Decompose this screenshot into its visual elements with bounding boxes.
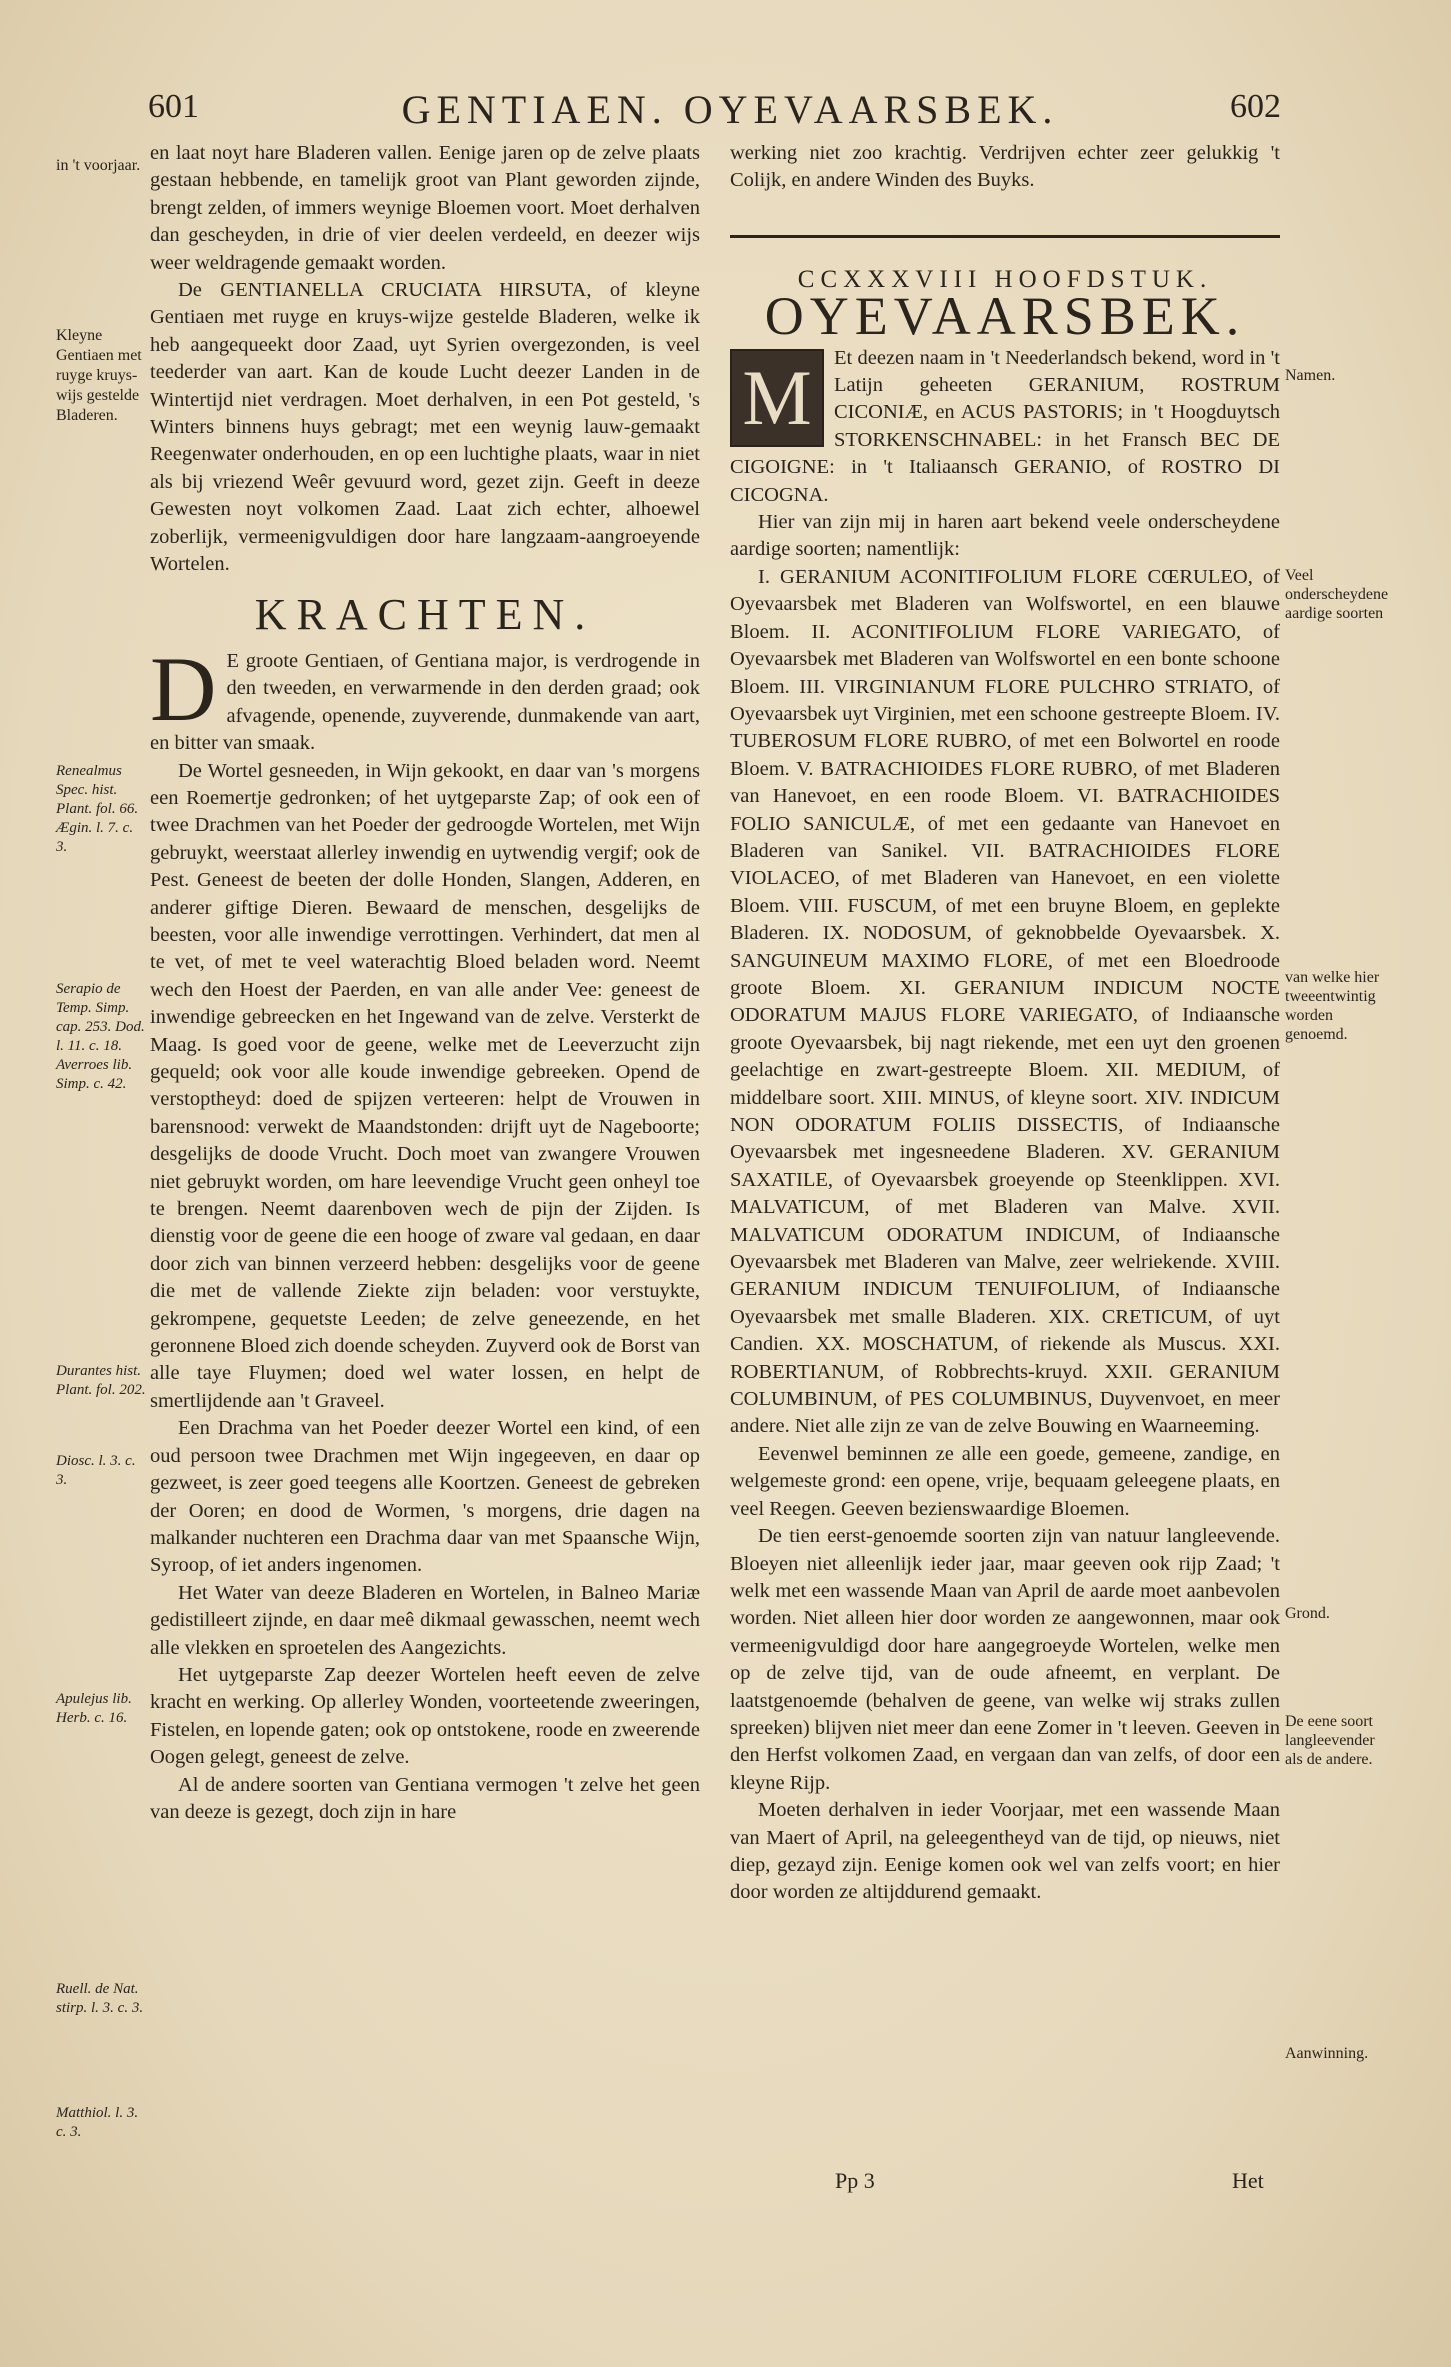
margin-note: Grond.: [1285, 1605, 1330, 1622]
right-column: [730, 140, 1280, 1907]
paragraph: Het uytgeparste Zap deezer Wortelen heeft eeven de zelve kracht en werking. Op allerley Wonden, voorteetende zweeringen, Fistelen, en lopende gaten; ook op ontstokene, roode en zweerende Oogen gelegt, geneest de zelve.: [150, 1663, 700, 1769]
paragraph: D E groote Gentiaen, of Gentiana major, is verdrogende in den tweeden, en verwarmende in den derden graad; ook afvagende, openende, zuyverende, dunmakende van aart, en bitter van smaak.: [150, 637, 700, 755]
paragraph: werking niet zoo krachtig. Verdrijven echter zeer gelukkig 't Colijk, en andere Winden des Buyks.: [730, 142, 1280, 192]
paragraph: Al de andere soorten van Gentiana vermogen 't zelve het geen van deeze is gezegt, doch zijn in hare: [150, 1773, 700, 1823]
catchword: Het: [1232, 2168, 1264, 2193]
page-number-right: 602: [1230, 88, 1281, 125]
left-column: [150, 140, 700, 1826]
running-header: [0, 88, 1451, 148]
margin-note: van welke hier tweeentwintig worden genoemd.: [1285, 969, 1380, 1043]
paragraph: I. GERANIUM ACONITIFOLIUM FLORE CŒRULEO, of Oyevaarsbek met Bladeren van Wolfswortel, en een blauwe Bloem. II. ACONITIFOLIUM FLORE VARIEGATO, of Oyevaarsbek met Bladeren van Wolfswortel en een bonte schoone Bloem. III. VIRGINIANUM FLORE PULCHRO STRIATO, of Oyevaarsbek uyt Virginien, met een schoone gestreepte Bloem. IV. TUBEROSUM FLORE RUBRO, of met een Bolwortel en roode Bloem. V. BATRACHIOIDES FLORE RUBRO, of met Bladeren van Hanevoet, en een roode Bloem. VI. BATRACHIOIDES FOLIO SANICULÆ, of met een gedaante van Hanevoet en Bladeren van Sanikel. VII. BATRACHIOIDES FLORE VIOLACEO, of met Bladeren van Hanevoet, en een violette Bloem. VIII. FUSCUM, of met een bruyne Bloem, en geplekte Bladeren. IX. NODOSUM, of geknobbelde Oyevaarsbek. X. SANGUINEUM MAXIMO FLORE, of met een Bloedroode groote Bloem. XI. GERANIUM INDICUM NOCTE ODORATUM MAJUS FLORE VARIEGATO, of Indiaansche groote Oyevaarsbek, bij nagt riekende, met een uyt den groenen geelachtige en zwart-gestreepte Bloem. XII. MEDIUM, of middelbare soort. XIII. MINUS, of kleyne soort. XIV. INDICUM NON ODORATUM FOLIIS DISSECTIS, of Indiaansche Oyevaarsbek met ingesneedene Bladeren. XV. GERANIUM SAXATILE, of Oyevaarsbek groeyende op Steenklippen. XVI. MALVATICUM, of met Bladeren van Malve. XVII. MALVATICUM ODORATUM INDICUM, of Indiaansche Oyevaarsbek met Bladeren van Malve, zeer welriekende. XVIII. GERANIUM INDICUM TENUIFOLIUM, of Indiaansche Oyevaarsbek met smalle Bladeren. XIX. CRETICUM, of uyt Candien. XX. MOSCHATUM, of riekende als Muscus. XXI. ROBERTIANUM, of Robbrechts-kruyd. XXII. GERANIUM COLUMBINUM, of PES COLUMBINUS, Duyvenvoet, en meer andere. Niet alle zijn ze van de zelve Bouwing en Waarneeming.: [730, 565, 1280, 1438]
chapter-title: OYEVAARSBEK.: [764, 286, 1246, 347]
paragraph: Hier van zijn mij in haren aart bekend veele onderscheydene aardige soorten; namentlijk:: [730, 511, 1280, 561]
margin-citation: Apulejus lib. Herb. c. 16.: [56, 1691, 132, 1726]
chapter-number: CCXXXVIII HOOFDSTUK.: [797, 265, 1213, 293]
signature-mark: Pp 3: [835, 2168, 875, 2193]
paragraph: Eevenwel beminnen ze alle een goede, gemeene, zandige, en welgemeste grond: een opene, vrije, bequaam geleegene plaats, en veel Reegen. Geeven bezienswaardige Bloemen.: [730, 1442, 1280, 1520]
running-title: GENTIAEN. OYEVAARSBEK.: [401, 87, 1059, 132]
margin-note: Kleyne Gentiaen met ruyge kruys-wijs gestelde Bladeren.: [56, 327, 142, 424]
margin-citation: Serapio de Temp. Simp. cap. 253. Dod. l. 11. c. 18. Averroes lib. Simp. c. 42.: [56, 981, 145, 1092]
drop-cap: D: [150, 637, 217, 740]
margin-citation: Durantes hist. Plant. fol. 202.: [56, 1363, 146, 1398]
paragraph: Moeten derhalven in ieder Voorjaar, met een wassende Maan van Maert of April, na geleegentheyd van de tijd, op nieuws, niet diep, gezayd zijn. Eenige komen ook wel van zelfs voort; en hier door worden ze altijddurend gemaakt.: [730, 1799, 1280, 1904]
paragraph: Een Drachma van het Poeder deezer Wortel een kind, of een oud persoon twee Drachmen met Wijn ingegeeven, en daar op gezweet, is zeer goed teegens alle Koortzen. Geneest de gebreken der Ooren; en dood de Wormen, 's morgens, drie dagen na malkander nuchteren een Drachma daar van met Spaansche Wijn, Syroop, of iet anders ingenomen.: [150, 1417, 700, 1577]
paragraph: en laat noyt hare Bladeren vallen. Eenige jaren op de zelve plaats gestaan hebbende, en tamelijk groot van Plant geworden zijnde, brengt zelden, of immers weynige Bloemen voort. Moet derhalven dan gescheyden, in drie of vier deelen verdeeld, en deezer wijs weer weldragende gemaakt worden.: [150, 142, 700, 274]
margin-citation: Ruell. de Nat. stirp. l. 3. c. 3.: [56, 1981, 144, 2016]
paragraph: De tien eerst-genoemde soorten zijn van natuur langleevende. Bloeyen niet alleenlijk ieder jaar, maar geeven ook rijp Zaad; 't welk met een wassende Maan van April de aarde moet aanbevolen worden. Niet alleen hier door worden ze aangewonnen, maar ook vermeenigvuldigd door hare aangegroeyde Wortelen, welke men op de zelve tijd, van de oude afneemt, en verplant. De laatstgenoemde (behalven de geene, van welke wij straks zullen spreeken) blijven niet meer dan eene Zomer in 't leeven. Geeven in den Herfst volkomen Zaad, en vergaan dan van zelfs, of door een kleyne Rijp.: [730, 1525, 1280, 1794]
section-title: KRACHTEN.: [254, 589, 596, 639]
ornamental-initial: M: [730, 349, 824, 447]
margin-citation: Matthiol. l. 3. c. 3.: [56, 2105, 139, 2140]
paragraph: De Wortel gesneeden, in Wijn gekookt, en daar van 's morgens een Roemertje gedronken; of het uytgeparste Zap; of ook een of twee Drachmen van het Poeder der gedroogde Wortelen, met Wijn gebruykt, weerstaat allerley inwendig en uytwendig vergif; ook de Pest. Geneest de beeten der dolle Honden, Slangen, Adderen, en anderer giftige Dieren. Bewaard de menschen, desgelijks de beesten, voor alle inwendige verrottingen. Verhindert, dat men al te vet, of met te veel waterachtig Bloed beladen word. Neemt wech den Hoest der Paerden, en van alle ander Vee: geneest de inwendige gebreecken en het Ingewand van de zelve. Versterkt de Maag. Is goed voor de geene, welke met de Leeverzucht zijn gequeld; ook voor alle koude inwendige gebreeken. Opend de verstoptheyd: doed de spijzen verteeren: helpt de Vrouwen in barensnood: verwekt de Maandstonden: drijft uyt de Nageboorte; desgelijks de doode Vrucht. Doch moet van zwangere Vrouwen niet gebruykt worden, om hare leevendige Vrucht geen onheyl toe te brengen. Neemt daarenboven wech de pijn der Zijden. Is dienstig voor de geene die een hooge of zware val gedaan, en daar door zich van binnen verzeerd hebben: desgelijks voor de geene die met de vallende Ziekte zijn beladen: voor verstuykte, gekrompene, gequetste Leeden; de zelve geneezende, en het geronnene Bloed zich doende scheyden. Zuyverd ook de Borst van alle taye Fluymen; doed wel water lossen, en helpt de smertlijdende aan 't Graveel.: [150, 759, 700, 1412]
margin-citation: Renealmus Spec. hist. Plant. fol. 66. Ægin. l. 7. c. 3.: [56, 763, 139, 855]
margin-note: Veel onderscheydene aardige soorten: [1285, 567, 1389, 622]
paragraph: M Et deezen naam in 't Neederlandsch bekend, word in 't Latijn geheeten GERANIUM, ROSTRUM CICONIÆ, en ACUS PASTORIS; in 't Hoogduytsch STORKENSCHNABEL: in het Fransch BEC DE CIGOIGNE: in 't Italiaansch GERANIO, of ROSTRO DI CICOGNA.: [730, 346, 1280, 506]
margin-note: Namen.: [1285, 367, 1336, 384]
margin-note: in 't voorjaar.: [56, 157, 141, 174]
paragraph: Het Water van deeze Bladeren en Wortelen, in Balneo Mariæ gedistilleert zijnde, en daar meê dikmaal gewasschen, neemt wech alle vlekken en sproetelen des Aangezichts.: [150, 1581, 700, 1659]
paragraph: De GENTIANELLA CRUCIATA HIRSUTA, of kleyne Gentiaen met ruyge en kruys-wijze gestelde Bladeren, welke ik heb aangequeekt door Zaad, uyt Syrien overgezonden, is veel teederder van aart. Kan de koude Lucht deezer Landen in de Wintertijd niet verdragen. Moet derhalven, in een Pot gesteld, 's Winters binnens huys gebragt; met een weynig lauw-gemaakt Reegenwater onderhouden, en op een luchtighe plaats, waar in niet als bij vriezend Weêr gevuurd word, gezet zijn. Geeft in deeze Gewesten noyt volkomen Zaad. Laat zich echter, alhoewel zoberlijk, vermeenigvuldigen door hare langzaam-aangroeyende Wortelen.: [150, 279, 700, 576]
margin-citation: Diosc. l. 3. c. 3.: [56, 1453, 136, 1488]
margin-note: Aanwinning.: [1285, 2045, 1369, 2062]
margin-note: De eene soort langleevender als de andere.: [1285, 1713, 1375, 1768]
page-number-left: 601: [148, 88, 199, 125]
section-rule: [730, 235, 1280, 238]
